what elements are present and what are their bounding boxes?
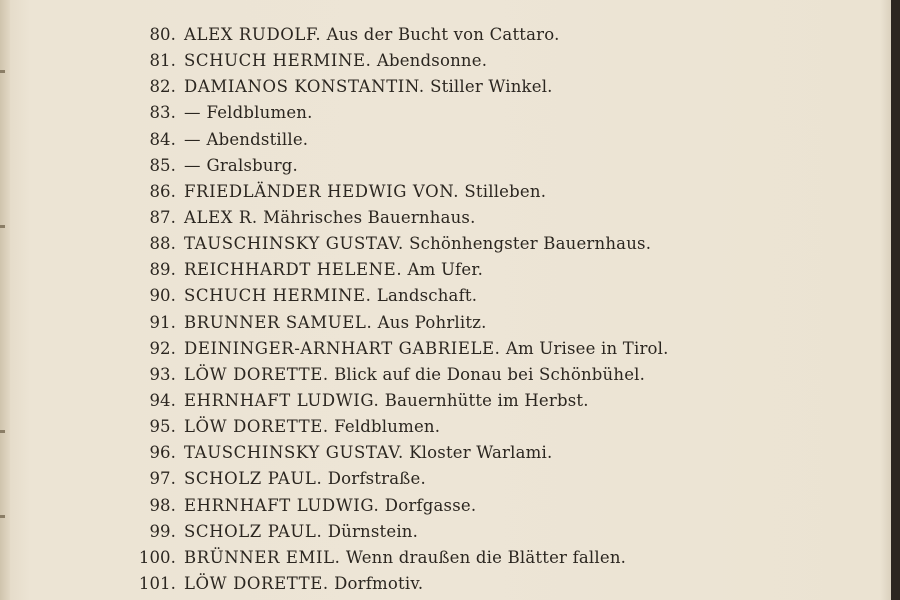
- entry-number: 96.: [149, 443, 176, 463]
- list-item: [120, 153, 669, 179]
- artist-name: SCHOLZ PAUL.: [184, 521, 323, 541]
- artwork-title: Mährisches Bauernhaus.: [263, 207, 476, 227]
- artist-name: DEININGER-ARNHART GABRIELE.: [184, 338, 501, 358]
- artist-name: BRÜNNER EMIL.: [184, 547, 341, 567]
- artist-name: ALEX R.: [184, 207, 258, 227]
- artist-name: SCHUCH HERMINE.: [184, 51, 372, 71]
- artwork-title: Kloster Warlami.: [409, 443, 553, 463]
- entry-number: 84.: [149, 129, 176, 149]
- artist-name: SCHUCH HERMINE.: [184, 286, 372, 306]
- list-item: [120, 388, 669, 414]
- entry-number: 99.: [149, 521, 176, 541]
- artwork-title: Feldblumen.: [334, 417, 441, 437]
- artwork-title: Landschaft.: [376, 286, 478, 306]
- edge-mark: [0, 70, 5, 73]
- artist-name: LÖW DORETTE.: [184, 573, 329, 593]
- entry-number: 87.: [149, 207, 176, 227]
- artist-name: SCHOLZ PAUL.: [184, 469, 323, 489]
- page-right-border: [891, 0, 900, 600]
- artwork-title: Abendsonne.: [376, 51, 488, 71]
- artist-name: BRUNNER SAMUEL.: [184, 312, 373, 332]
- entry-number: 98.: [149, 495, 176, 515]
- list-item: [120, 22, 669, 48]
- entry-number: 100.: [138, 547, 176, 567]
- list-item: [120, 48, 669, 74]
- artwork-title: Am Urisee in Tirol.: [505, 338, 669, 358]
- artwork-title: Feldblumen.: [206, 103, 313, 123]
- artwork-title: Wenn draußen die Blätter fallen.: [345, 547, 627, 567]
- entry-number: 86.: [149, 181, 176, 201]
- list-item: [120, 440, 669, 466]
- entry-number: 91.: [149, 312, 176, 332]
- artist-name: TAUSCHINSKY GUSTAV.: [184, 234, 404, 254]
- list-item: [120, 545, 669, 571]
- list-item: [120, 493, 669, 519]
- artwork-title: Dorfstraße.: [327, 469, 426, 489]
- artist-name: —: [184, 155, 202, 175]
- artist-name: DAMIANOS KONSTANTIN.: [184, 77, 425, 97]
- entry-number: 80.: [149, 25, 176, 44]
- list-item: [120, 310, 669, 336]
- entry-number: 94.: [149, 390, 176, 410]
- list-item: [120, 362, 669, 388]
- artwork-title: Stiller Winkel.: [430, 77, 553, 97]
- artwork-title: Dürnstein.: [327, 521, 419, 541]
- list-item: [120, 100, 669, 126]
- edge-mark: [0, 225, 5, 228]
- artist-name: FRIEDLÄNDER HEDWIG VON.: [184, 181, 460, 201]
- artwork-title: Bauernhütte im Herbst.: [384, 390, 589, 410]
- artist-name: REICHHARDT HELENE.: [184, 260, 403, 280]
- list-item: [120, 336, 669, 362]
- artwork-title: Abendstille.: [206, 129, 309, 149]
- list-item: [120, 571, 669, 597]
- entry-number: 97.: [149, 469, 176, 489]
- list-item: [120, 414, 669, 440]
- list-item: [120, 74, 669, 100]
- edge-mark: [0, 430, 5, 433]
- list-item: [120, 519, 669, 545]
- entry-number: 88.: [149, 234, 176, 254]
- artist-name: —: [184, 103, 202, 123]
- artist-name: ALEX RUDOLF.: [184, 25, 322, 44]
- entry-number: 95.: [149, 417, 176, 437]
- entry-number: 101.: [138, 573, 176, 593]
- artist-name: LÖW DORETTE.: [184, 364, 329, 384]
- artist-name: EHRNHAFT LUDWIG.: [184, 390, 380, 410]
- entry-number: 85.: [149, 155, 176, 175]
- entry-number: 90.: [149, 286, 176, 306]
- artist-name: —: [184, 129, 202, 149]
- list-item: [120, 179, 669, 205]
- entry-number: 83.: [149, 103, 176, 123]
- list-item: [120, 205, 669, 231]
- entry-number: 81.: [149, 51, 176, 71]
- artwork-title: Am Ufer.: [407, 260, 484, 280]
- artist-name: EHRNHAFT LUDWIG.: [184, 495, 380, 515]
- edge-mark: [0, 515, 5, 518]
- artist-name: TAUSCHINSKY GUSTAV.: [184, 443, 404, 463]
- artwork-title: Dorfmotiv.: [334, 573, 424, 593]
- artwork-title: Gralsburg.: [206, 155, 299, 175]
- list-item: [120, 231, 669, 257]
- entry-number: 89.: [149, 260, 176, 280]
- catalogue-list: [120, 22, 669, 597]
- entry-number: 93.: [149, 364, 176, 384]
- page-left-edge: [0, 0, 10, 600]
- artwork-title: Aus Pohrlitz.: [377, 312, 487, 332]
- artist-name: LÖW DORETTE.: [184, 417, 329, 437]
- list-item: [120, 257, 669, 283]
- artwork-title: Blick auf die Donau bei Schönbühel.: [334, 364, 646, 384]
- artwork-title: Schönhengster Bauernhaus.: [409, 234, 652, 254]
- artwork-title: Stilleben.: [464, 181, 547, 201]
- entry-number: 82.: [149, 77, 176, 97]
- list-item: [120, 466, 669, 492]
- list-item: [120, 283, 669, 309]
- artwork-title: Dorfgasse.: [384, 495, 477, 515]
- artwork-title: Aus der Bucht von Cattaro.: [326, 25, 560, 44]
- list-item: [120, 127, 669, 153]
- entry-number: 92.: [149, 338, 176, 358]
